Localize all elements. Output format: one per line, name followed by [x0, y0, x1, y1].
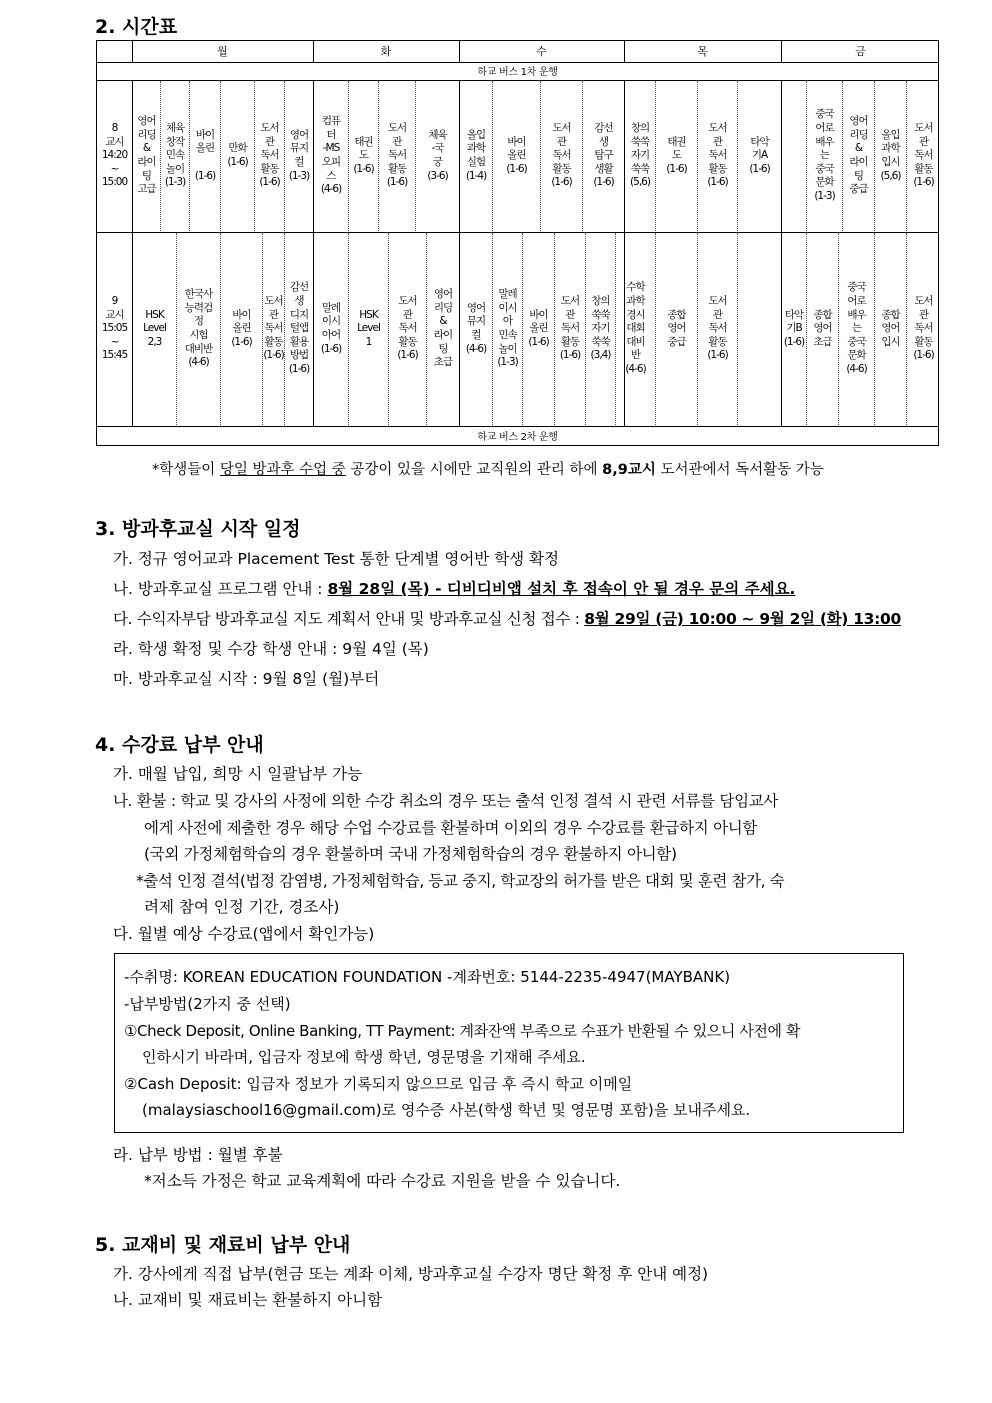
s4-na-2: 에게 사전에 제출한 경우 해당 수업 수강료를 환불하며 이외의 경우 수강료를 환급하지 아니함	[144, 819, 758, 837]
timetable-cell: 영어 리딩 & 라이 팅 중급	[849, 115, 868, 196]
timetable-cell: 타악 기A (1-6)	[749, 135, 770, 175]
timetable-cell: 영어 리딩 & 라이 팅 초급	[433, 288, 453, 369]
timetable-cell: 올입 과학 입시 (5,6)	[880, 128, 901, 182]
timetable-cell: 영어 뮤지 컬 (4-6)	[465, 301, 487, 355]
fee-check: ①Check Deposit, Online Banking, TT Payment: 계좌잔액 부족으로 수표가 반환될 수 있으니 사전에 확	[124, 1022, 801, 1040]
fee-cash: ②Cash Deposit: 입금자 정보가 기록되지 않으므로 입금 후 즉시 학교 이메일	[124, 1075, 633, 1093]
s4-na-4: *출석 인정 결석(법정 감염병, 가정체험학습, 등교 중지, 학교장의 허가를 받은 대회 및 훈련 참가, 숙	[136, 872, 785, 890]
fee-check-2: 인하시기 바라며, 입금자 정보에 학생 학년, 영문명을 기재해 주세요.	[142, 1048, 586, 1066]
s4-na-5: 려제 참여 인정 기간, 경조사)	[144, 898, 340, 916]
timetable-cell: HSK Level 2,3	[143, 308, 166, 348]
timetable-cell: 말레 이시 아어 (1-6)	[320, 301, 342, 355]
bus-1: 하교 버스 1차 운행	[477, 67, 558, 78]
timetable-cell: 종합 영어 초급	[813, 308, 832, 348]
timetable-cell: 영어 리딩 & 라이 팅 고급	[137, 115, 156, 196]
s4-na-3: (국외 가정체험학습의 경우 환불하며 국내 가정체험학습의 경우 환불하지 아니함)	[144, 845, 677, 863]
timetable-cell: 체육 -국 궁 (3-6)	[427, 128, 448, 182]
note-bold: 8,9교시	[602, 462, 656, 478]
timetable-cell: 타악 기B (1-6)	[783, 308, 805, 348]
s3-da-bold: 8월 29일 (금) 10:00 ~ 9월 2일 (화) 13:00	[584, 610, 902, 628]
timetable-cell: 말레 이시 아 민속 놀이 (1-3)	[497, 288, 518, 369]
timetable-cell: 한국사 능력검 정 시험 대비반 (4-6)	[184, 288, 213, 369]
day-thu: 목	[697, 45, 708, 58]
note-underlined: 당일 방과후 수업 중	[219, 462, 346, 478]
s3-na-bold: 8월 28일 (목) - 디비디비앱 설치 후 접속이 안 될 경우 문의 주세요.	[327, 580, 796, 598]
day-wed: 수	[536, 45, 547, 58]
timetable-cell: 감선 생 탐구 생활 (1-6)	[593, 121, 614, 189]
timetable-note	[152, 458, 824, 479]
s4-na-1: 나. 환불 : 학교 및 강사의 사정에 의한 수강 취소의 경우 또는 출석 인정 결석 시 관련 서류를 담임교사	[113, 792, 779, 810]
s3-na-label: 나. 방과후교실 프로그램 안내 :	[113, 580, 328, 598]
timetable-cell: 감선 생 디지 털앱 활용 방법 (1-6)	[288, 281, 310, 376]
timetable-cell: 영어 뮤지 컬 (1-3)	[288, 128, 310, 182]
fee-box	[114, 953, 904, 1133]
s5-na: 나. 교재비 및 재료비는 환불하지 아니함	[113, 1291, 383, 1309]
section-4-title: 4. 수강료 납부 안내	[95, 734, 264, 756]
timetable-cell: 창의 쑥쑥 자기 쑥쑥 (3,4)	[590, 294, 611, 362]
timetable-cell: 바이 올린 (1-6)	[231, 308, 252, 348]
timetable-cell: 도서 관 독서 활동 (1-6)	[913, 294, 934, 362]
bus-2: 하교 버스 2차 운행	[477, 432, 558, 443]
timetable-cell: 중국 어로 배우 는 중국 문화 (4-6)	[846, 281, 867, 376]
timetable-cell: 올입 과학 실험 (1-4)	[465, 128, 487, 182]
timetable-cell: 도서 관 독서 활동 (1-6)	[397, 294, 418, 362]
timetable	[96, 40, 939, 446]
section-2-title: 2. 시간표	[95, 16, 178, 38]
timetable-cell: 수학 과학 경시 대회 대비 반 (4-6)	[625, 281, 646, 376]
s3-da	[113, 607, 901, 629]
s3-ra: 라. 학생 확정 및 수강 학생 안내 : 9월 4일 (목)	[113, 640, 429, 658]
timetable-cell: 도서 관 독서 활동 (1-6)	[707, 294, 728, 362]
note-text: 도서관에서 독서활동 가능	[655, 462, 824, 478]
timetable-cell: 도서 관 독서 활동 (1-6)	[551, 121, 572, 189]
s3-ga: 가. 정규 영어교과 Placement Test 통한 단계별 영어반 학생 확정	[113, 550, 560, 568]
timetable-cell: 컴퓨 터 -MS 오피 스 (4-6)	[320, 115, 342, 196]
s3-ma: 마. 방과후교실 시작 : 9월 8일 (월)부터	[113, 670, 380, 688]
s5-ga: 가. 강사에게 직접 납부(현금 또는 계좌 이체, 방과후교실 수강자 명단 확정 후 안내 예정)	[113, 1265, 709, 1283]
s3-da-label: 다. 수익자부담 방과후교실 지도 계획서 안내 및 방과후교실 신청 접수 :	[113, 610, 585, 628]
day-mon: 월	[217, 45, 228, 58]
rule	[97, 426, 938, 427]
timetable-cell: 창의 쑥쑥 자기 쑥쑥 (5,6)	[630, 121, 650, 189]
timetable-cell: 만화 (1-6)	[227, 142, 248, 168]
s3-na	[113, 577, 795, 599]
s4-ra: 라. 납부 방법 : 월별 후불	[113, 1146, 283, 1164]
period-9: 9 교시 15:05 ~ 15:45	[101, 294, 128, 362]
timetable-cell: 도서 관 독서 활동 (1-6)	[259, 121, 280, 189]
timetable-cell: 바이 올린 (1-6)	[194, 128, 216, 182]
section-5-title: 5. 교재비 및 재료비 납부 안내	[95, 1234, 351, 1256]
timetable-cell: 도서 관 독서 활동 (1-6)	[386, 121, 408, 189]
timetable-cell: 태권 도 (1-6)	[353, 135, 374, 175]
fee-cash-2: (malaysiaschool16@gmail.com)로 영수증 사본(학생 학년 및 영문명 포함)을 보내주세요.	[142, 1101, 751, 1119]
section-3-title: 3. 방과후교실 시작 일정	[95, 518, 301, 540]
note-text: *학생들이	[152, 462, 220, 478]
timetable-cell: 태권 도 (1-6)	[666, 135, 687, 175]
day-tue: 화	[380, 45, 392, 58]
s4-da: 다. 월별 예상 수강료(앱에서 확인가능)	[113, 925, 375, 943]
fee-method: -납부방법(2가지 중 선택)	[124, 995, 291, 1013]
s4-ra-note: *저소득 가정은 학교 교육계획에 따라 수강료 지원을 받을 수 있습니다.	[144, 1172, 621, 1190]
timetable-cell: 도서 관 독서 활동 (1-6)	[707, 121, 728, 189]
timetable-cell: 바이 올린 (1-6)	[506, 135, 527, 175]
timetable-cell: 도서 관 독서 활동 (1-6)	[913, 121, 934, 189]
timetable-cell: 체육 창작 민속 놀이 (1-3)	[164, 121, 186, 189]
day-fri: 금	[855, 45, 866, 58]
timetable-cell: 종합 영어 중급	[667, 308, 686, 348]
period-8: 8 교시 14:20 ~ 15:00	[101, 121, 128, 189]
cell-divider	[737, 233, 738, 425]
timetable-cell: 도서 관 독서 활동 (1-6)	[263, 294, 284, 362]
timetable-cell: 중국 어로 배우 는 중국 문화 (1-3)	[814, 108, 835, 203]
s4-ga: 가. 매월 납입, 희망 시 일괄납부 가능	[113, 765, 363, 783]
timetable-cell: 도서 관 독서 활동 (1-6)	[559, 294, 581, 362]
timetable-cell: 바이 올린 (1-6)	[528, 308, 549, 348]
fee-account: -수취명: KOREAN EDUCATION FOUNDATION -계좌번호: 5144-2235-4947(MAYBANK)	[124, 968, 731, 986]
note-text: 공강이 있을 시에만 교직원의 관리 하에	[345, 462, 603, 478]
timetable-cell: HSK Level 1	[357, 308, 380, 348]
timetable-cell: 종합 영어 입시	[881, 308, 900, 348]
